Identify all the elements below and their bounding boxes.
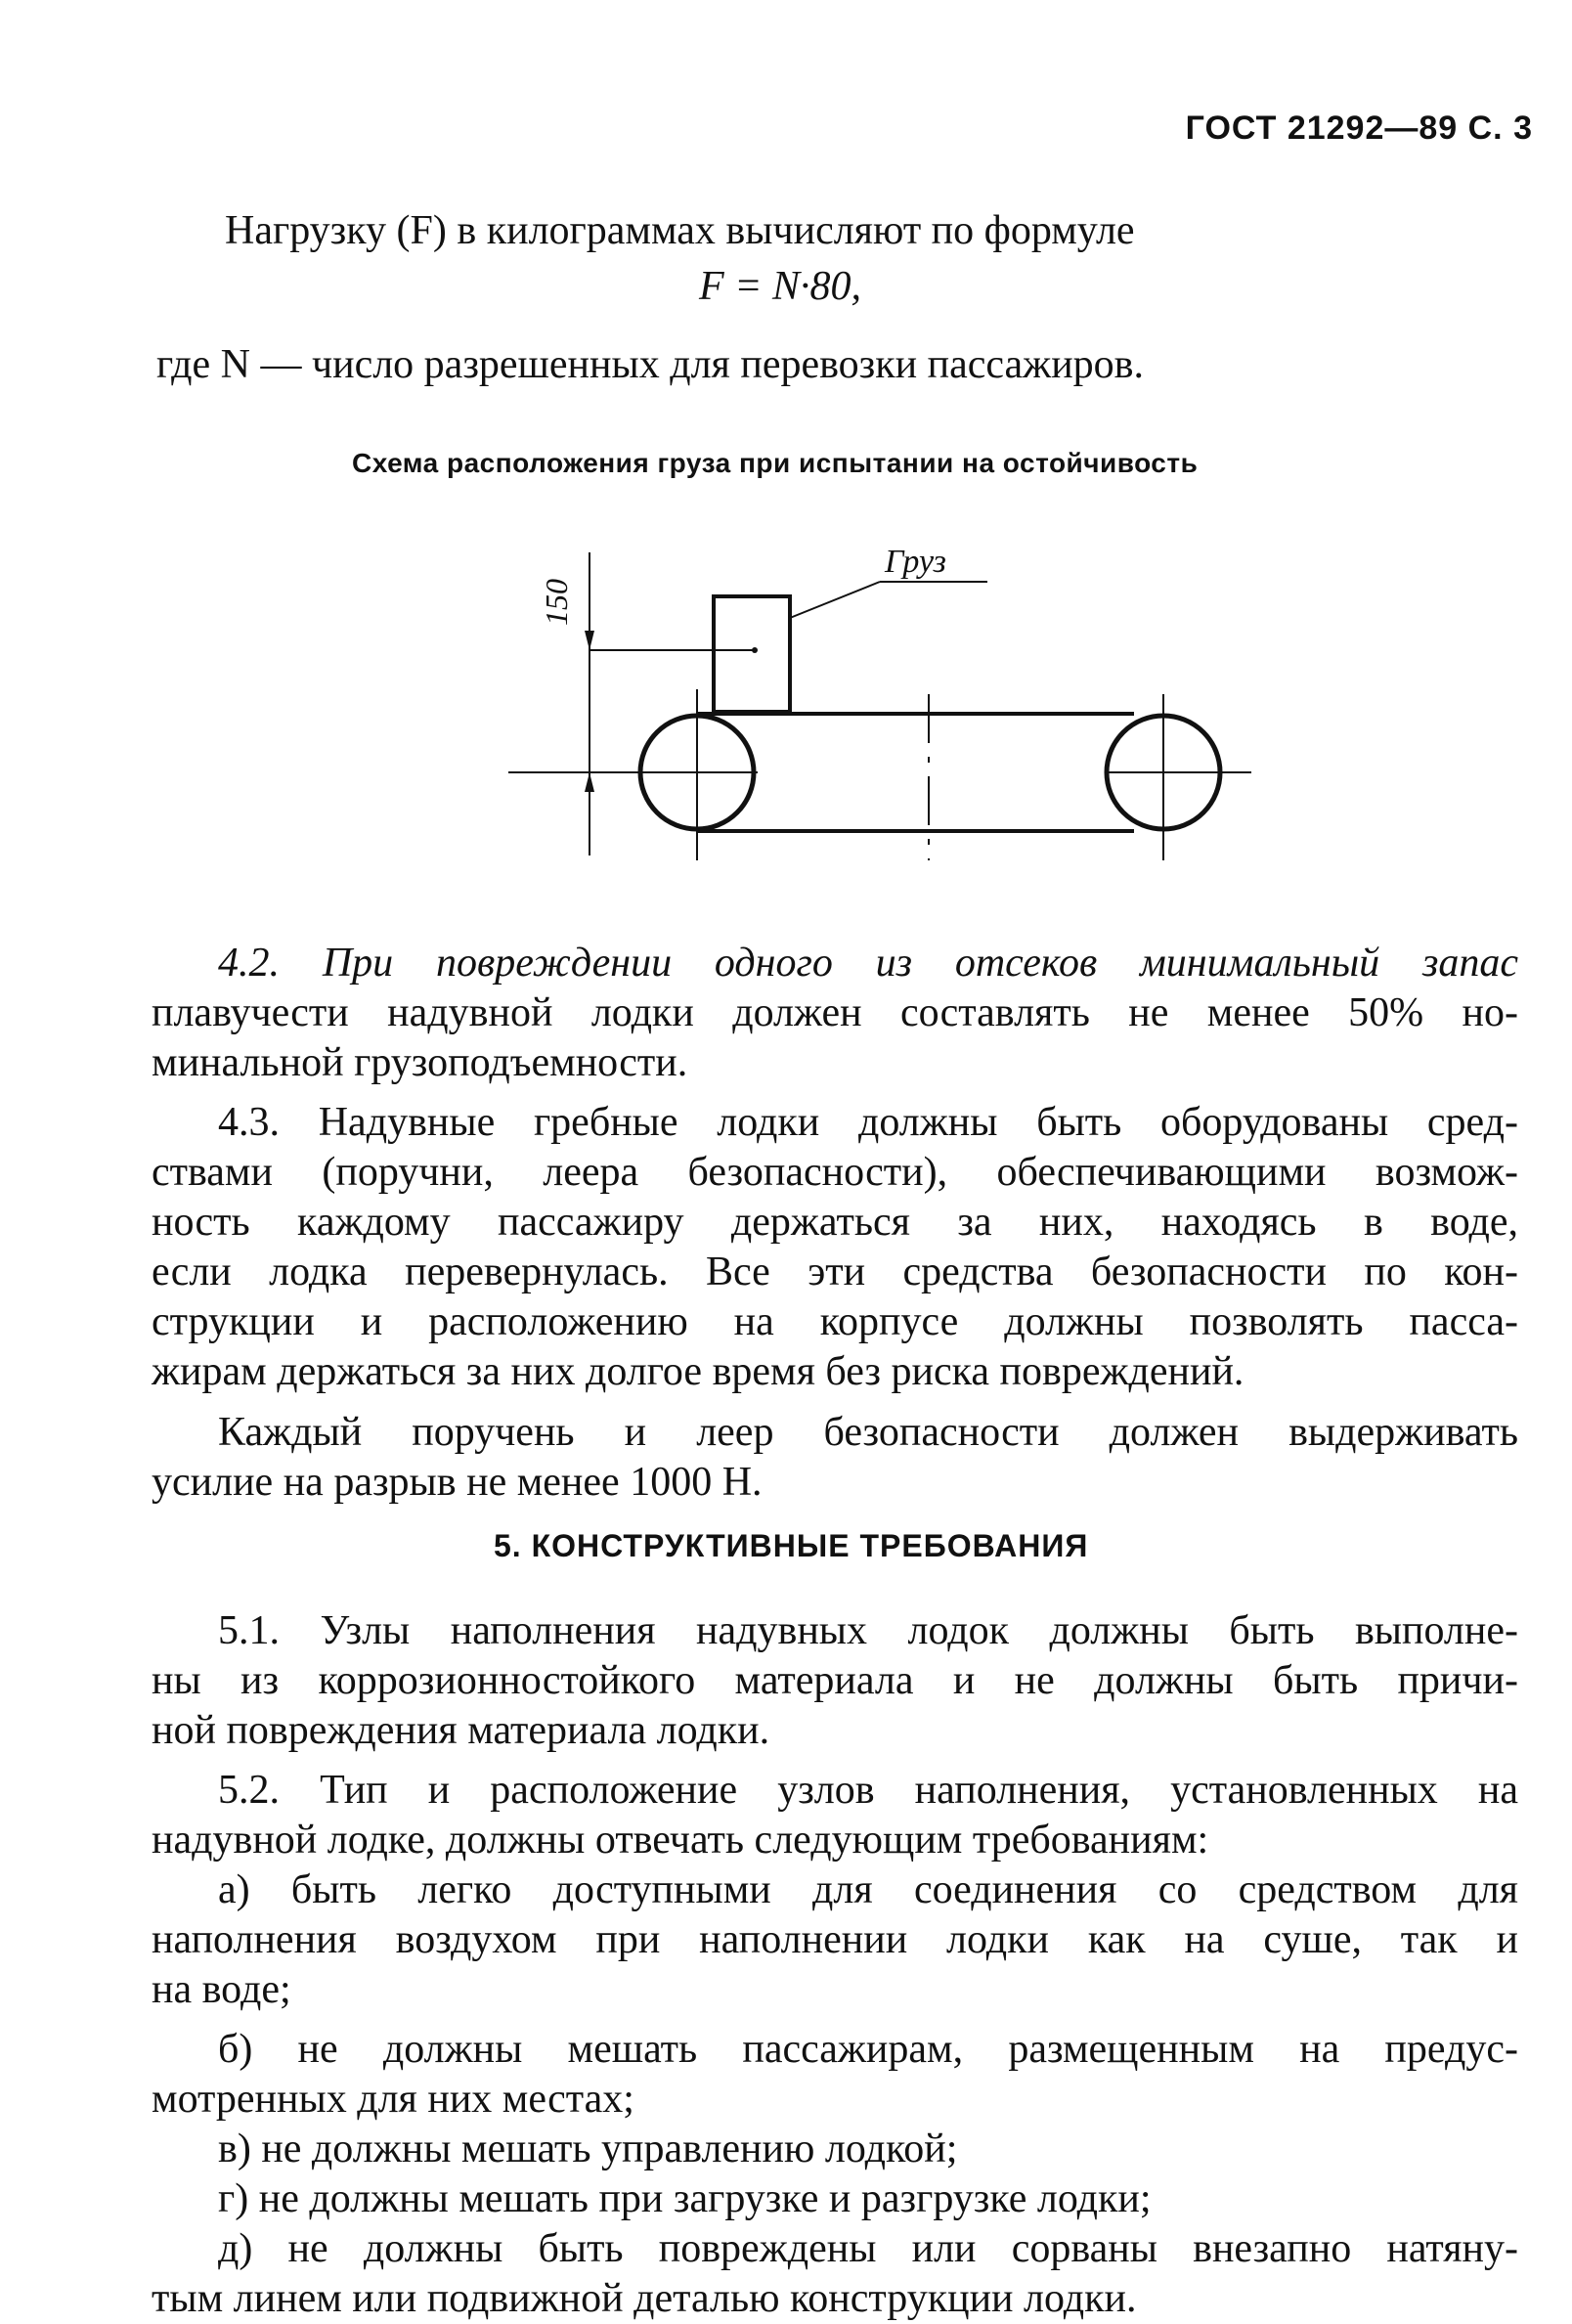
load-label: Груз	[885, 544, 946, 580]
clause-4-3-line-3: ность каждому пассажиру держаться за них, находясь в воде,	[152, 1200, 1518, 1245]
clause-5-2-line-1: 5.2. Тип и расположение узлов наполнения, установленных на	[218, 1768, 1518, 1813]
page-header: ГОСТ 21292—89 С. 3	[1185, 110, 1533, 147]
dimension-arrow-bottom	[585, 772, 594, 792]
clause-handrail-line-1: Каждый поручень и леер безопасности должен выдерживать	[218, 1410, 1518, 1455]
clause-4-2-line-2: плавучести надувной лодки должен составлять не менее 50% но-	[152, 990, 1518, 1035]
clause-5-1-line-2: ны из коррозионностойкого материала и не должны быть причи-	[152, 1658, 1518, 1703]
diagram-caption: Схема расположения груза при испытании на остойчивость	[352, 448, 1199, 478]
load-leader-line	[790, 582, 880, 618]
dimension-arrow-top	[585, 631, 594, 650]
clause-4-3-line-5: струкции и расположению на корпусе должны позволять пасса-	[152, 1299, 1518, 1344]
item-d-line-1: д) не должны быть повреждены или сорваны внезапно натяну-	[218, 2226, 1518, 2271]
item-a-line-3: на воде;	[152, 1967, 291, 2012]
clause-4-3-line-1: 4.3. Надувные гребные лодки должны быть оборудованы сред-	[218, 1100, 1518, 1145]
clause-4-3-line-6: жирам держаться за них долгое время без риска повреждений.	[152, 1349, 1244, 1394]
dimension-label: 150	[539, 579, 574, 626]
item-g-line-1: г) не должны мешать при загрузке и разгрузке лодки;	[218, 2176, 1152, 2221]
section-5-title: 5. КОНСТРУКТИВНЫЕ ТРЕБОВАНИЯ	[494, 1528, 1089, 1563]
clause-handrail-line-2: усилие на разрыв не менее 1000 Н.	[152, 1460, 763, 1505]
formula-where: где N — число разрешенных для перевозки пассажиров.	[156, 342, 1145, 387]
formula-expression: F = N·80,	[699, 264, 862, 309]
item-d-line-2: тым линем или подвижной деталью конструкции лодки.	[152, 2276, 1137, 2321]
formula-intro: Нагрузку (F) в килограммах вычисляют по формуле	[225, 208, 1135, 253]
item-b-line-1: б) не должны мешать пассажирам, размещенным на предус-	[218, 2027, 1518, 2072]
clause-5-2-line-2: надувной лодке, должны отвечать следующим требованиям:	[152, 1818, 1209, 1863]
load-block	[714, 596, 790, 712]
load-placement-diagram	[489, 528, 1271, 880]
clause-4-2-line-3: минальной грузоподъемности.	[152, 1040, 688, 1085]
item-a-line-1: а) быть легко доступными для соединения со средством для	[218, 1867, 1518, 1912]
clause-4-2-line-1: 4.2. При повреждении одного из отсеков минимальный запас	[218, 941, 1518, 986]
clause-5-1-line-3: ной повреждения материала лодки.	[152, 1708, 770, 1753]
clause-4-3-line-2: ствами (поручни, леера безопасности), обеспечивающими возмож-	[152, 1150, 1518, 1195]
item-a-line-2: наполнения воздухом при наполнении лодки как на суше, так и	[152, 1917, 1518, 1962]
clause-4-3-line-4: если лодка перевернулась. Все эти средства безопасности по кон-	[152, 1250, 1518, 1294]
clause-5-1-line-1: 5.1. Узлы наполнения надувных лодок должны быть выполне-	[218, 1608, 1518, 1653]
item-b-line-2: мотренных для них местах;	[152, 2077, 634, 2122]
item-v-line-1: в) не должны мешать управлению лодкой;	[218, 2127, 958, 2171]
